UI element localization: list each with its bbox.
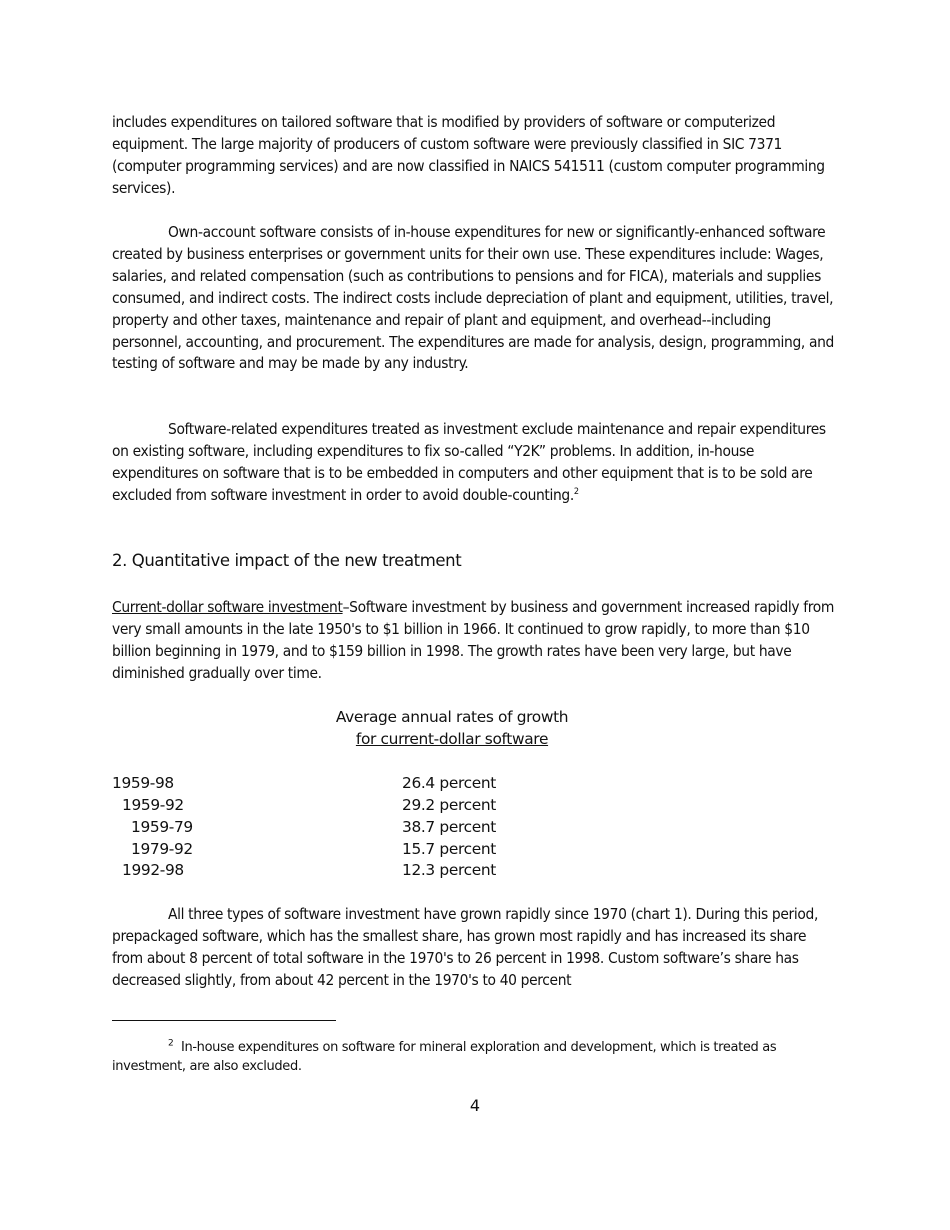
- paragraph-text: includes expenditures on tailored software that is modified by providers of software or computerized equipment. The large majority of producers of custom software were previously classified in SIC 7371 (computer programming services) and are now classified in NAICS 541511 (custom computer programming services).: [112, 113, 825, 197]
- footnote-marker: 2: [168, 1038, 174, 1049]
- paragraph-text: [112, 419, 840, 507]
- rates-table-period: 1959-79: [131, 818, 193, 836]
- paragraph-current-dollar-investment: [112, 597, 840, 685]
- paragraph-text: Own-account software consists of in-house expenditures for new or significantly-enhanced software created by business enterprises or government units for their own use. These expenditures include: Wages, salaries, and related compensation (such as contributions to pensions and for FICA), materials and supplies consumed, and indirect costs. The indirect costs include depreciation of plant and equipment, utilities, travel, property and other taxes, maintenance and repair of plant and equipment, and overhead--including personnel, accounting, and procurement. The expenditures are made for analysis, design, programming, and testing of software and may be made by any industry.: [112, 223, 834, 373]
- footnote: [112, 1038, 832, 1076]
- paragraph-software-exclusions: [112, 419, 840, 507]
- rates-table-subtitle: for current-dollar software: [355, 730, 549, 748]
- rates-table-period: 1959-92: [122, 796, 184, 814]
- rates-table-rate: 26.4 percent: [402, 774, 496, 792]
- rates-table-rate: 38.7 percent: [402, 818, 496, 836]
- paragraph-custom-software: [112, 112, 840, 200]
- paragraph-body: Software-related expenditures treated as investment exclude maintenance and repair expenditures on existing software, including expenditures to fix so-called “Y2K” problems. In addition, in-house expenditures on software that is to be embedded in computers and other equipment that is to be sold are excluded from software investment in order to avoid double-counting.: [112, 420, 826, 504]
- rates-table-rate: 29.2 percent: [402, 796, 496, 814]
- rates-table-rate: 12.3 percent: [402, 861, 496, 879]
- paragraph-text: All three types of software investment have grown rapidly since 1970 (chart 1). During this period, prepackaged software, which has the smallest share, has grown most rapidly and has increased its share from about 8 percent of total software in the 1970's to 26 percent in 1998. Custom software’s share has decreased slightly, from about 42 percent in the 1970's to 40 percent: [112, 905, 818, 989]
- paragraph-text: [112, 597, 840, 685]
- rates-table-period: 1959-98: [112, 774, 174, 792]
- rates-table-title-line1: Average annual rates of growth: [335, 708, 569, 726]
- footnote-reference: 2: [573, 486, 579, 497]
- footnote-separator: [112, 1020, 336, 1021]
- rates-table-title-line2: [112, 728, 792, 750]
- paragraph-three-types: [112, 904, 840, 992]
- rates-table-period: 1979-92: [131, 840, 193, 858]
- rates-table-period: 1992-98: [122, 861, 184, 879]
- rates-table-rate: 15.7 percent: [402, 840, 496, 858]
- paragraph-own-account-software: [112, 222, 840, 375]
- page-number: 4: [469, 1096, 481, 1115]
- footnote-text: [112, 1038, 832, 1076]
- rates-table-title: [112, 706, 792, 750]
- paragraph-body: –Software investment by business and government increased rapidly from very small amounts in the late 1950's to $1 billion in 1966. It continued to grow rapidly, to more than $10 billion beginning in 1979, and to $159 billion in 1998. The growth rates have been very large, but have diminished gradually over time.: [112, 598, 835, 682]
- footnote-body: In-house expenditures on software for mineral exploration and development, which is treated as investment, are also excluded.: [112, 1040, 777, 1074]
- section-heading: 2. Quantitative impact of the new treatment: [112, 551, 462, 570]
- run-in-heading: Current-dollar software investment: [112, 598, 343, 616]
